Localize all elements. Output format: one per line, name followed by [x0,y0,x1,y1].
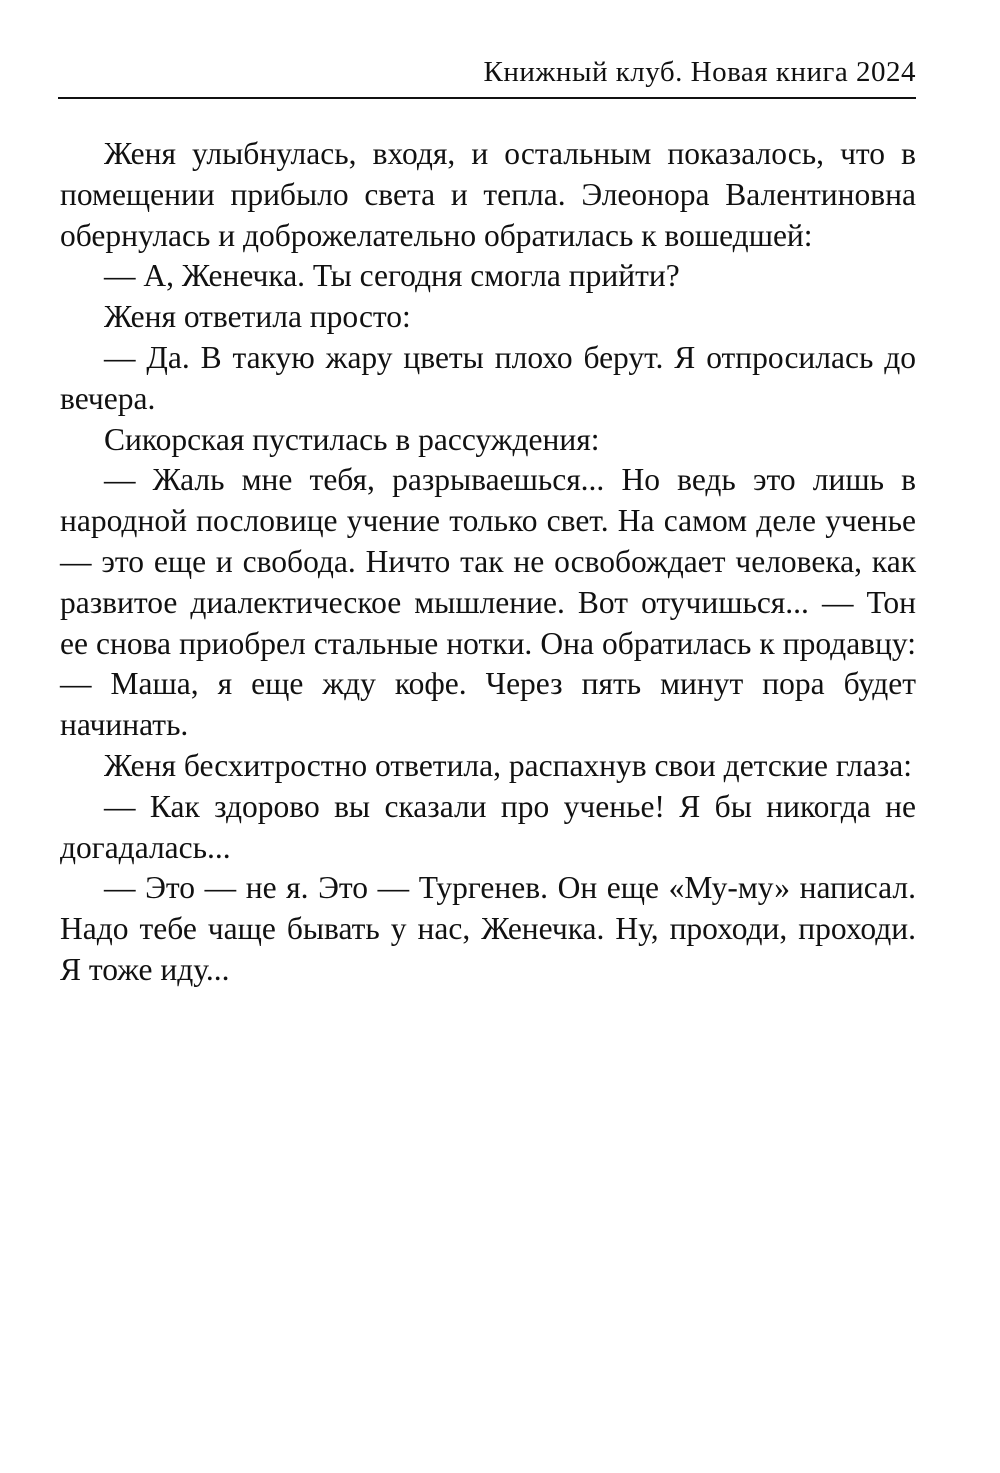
paragraph: — Жаль мне тебя, разрываешься... Но ведь это лишь в народной пословице учение только свет. На самом деле ученье — это еще и свобода. Ничто так не освобождает человека, как развитое диалектическое мышление. Вот отучишься... — Тон ее снова приобрел стальные нотки. Она обратилась к продавцу: — Маша, я еще жду кофе. Через пять минут пора будет начинать. [60,462,916,743]
paragraph: Женя улыбнулась, входя, и остальным показалось, что в помещении прибыло света и тепла. Элеонора Валентиновна обернулась и доброжелательно обратилась к вошедшей: [60,136,916,253]
running-header: Книжный клуб. Новая книга 2024 [483,56,916,88]
paragraph: — Как здорово вы сказали про ученье! Я бы никогда не догадалась... [60,788,916,865]
paragraph: — А, Женечка. Ты сегодня смогла прийти? [104,258,680,294]
header-divider [58,97,916,99]
paragraph: Сикорская пустилась в рассуждения: [104,421,600,457]
paragraph: — Это — не я. Это — Тургенев. Он еще «Му-му» написал. Надо тебе чаще бывать у нас, Женечка. Ну, проходи, проходи. Я тоже иду... [60,870,916,987]
page-body [60,134,916,991]
paragraph: — Да. В такую жару цветы плохо берут. Я отпросилась до вечера. [60,339,916,416]
paragraph: Женя бесхитростно ответила, распахнув свои детские глаза: [104,747,913,783]
paragraph: Женя ответила просто: [104,299,411,335]
